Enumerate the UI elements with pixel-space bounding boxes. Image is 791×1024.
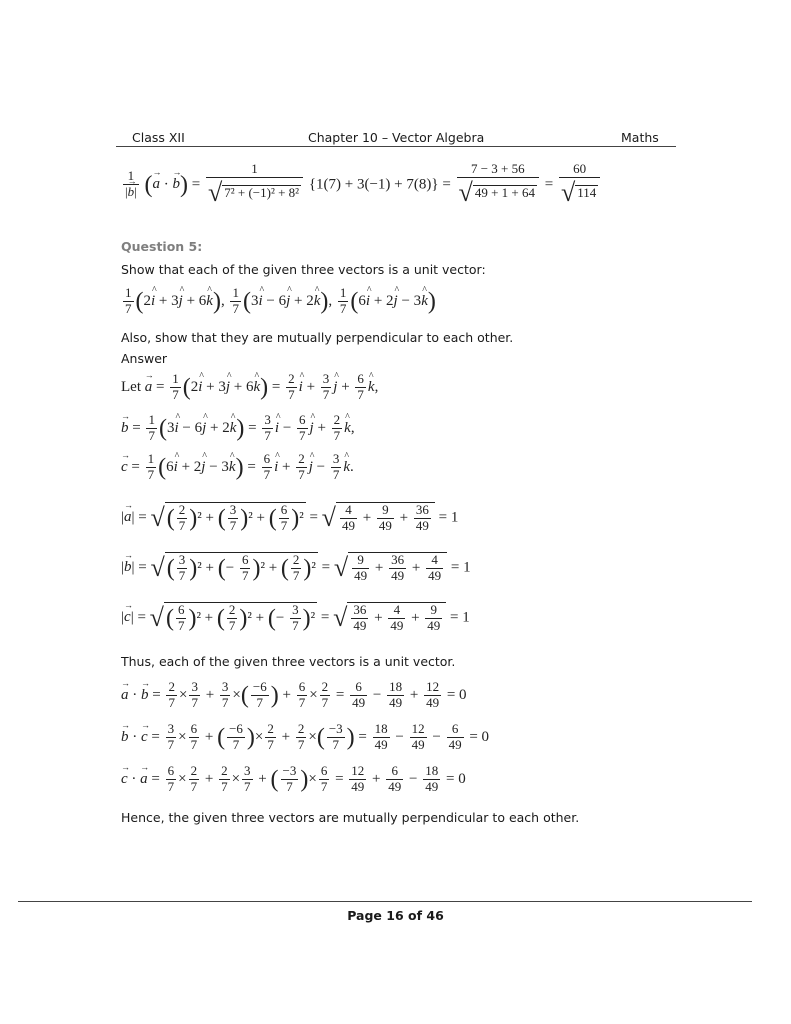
footer-rule xyxy=(18,901,752,902)
magnitude-a: |→ a| = √( $\frac{2}{7}$ )² + ( $\frac{3}{7}$ )² + ( $\frac{6}{7}$ )² = √ $\frac{4}{49}$ + $\frac{9}{49}$ + $\frac{36}{49}$ = 1 xyxy=(121,502,458,534)
given-vectors: $\frac{1}{7}$ (2^ i + 3^ j + 6^ k), $\frac{1}{7}$ (3^ i − 6^ j + 2^ k), $\frac{1}{7}$ (6^ i + 2^ j − 3^ k) xyxy=(121,286,436,317)
header-rule xyxy=(116,146,676,147)
dot-product-ca: → c · → a = $\frac{6}{7}$ × $\frac{2}{7}$ + $\frac{2}{7}$ × $\frac{3}{7}$ + ( $\frac{-3}{7}$ )× $\frac{6}{7}$ = $\frac{12}{49}$ + $\frac{6}{49}$ − $\frac{18}{49}$ = 0 xyxy=(121,764,466,795)
header-class: Class XII xyxy=(132,130,185,145)
proj-num3: 60 xyxy=(559,162,600,178)
header-chapter: Chapter 10 – Vector Algebra xyxy=(308,130,485,145)
dot-product-ab: → a · → b = $\frac{2}{7}$ × $\frac{3}{7}$ + $\frac{3}{7}$ ×( $\frac{-6}{7}$ ) + $\frac{6}{7}$ × $\frac{2}{7}$ = $\frac{6}{49}$ − $\frac{18}{49}$ + $\frac{12}{49}$ = 0 xyxy=(121,680,467,711)
question-heading: Question 5: xyxy=(121,239,203,254)
question-text-2: Also, show that they are mutually perpendicular to each other. xyxy=(121,330,514,345)
magnitude-b: |→ b| = √( $\frac{3}{7}$ )² + (− $\frac{6}{7}$ )² + ( $\frac{2}{7}$ )² = √ $\frac{9}{49}$ + $\frac{36}{49}$ + $\frac{4}{49}$ = 1 xyxy=(121,552,471,584)
proj-sqrt-body: 7² + (−1)² + 8² xyxy=(224,184,300,200)
proj-den3: 114 xyxy=(577,184,597,200)
vector-c-definition: → c = $\frac{1}{7}$ (6^ i + 2^ j − 3^ k) = $\frac{6}{7}$ ^ i + $\frac{2}{7}$ ^ j − $\frac{3}{7}$ ^ k. xyxy=(121,452,354,483)
answer-label: Answer xyxy=(121,351,168,366)
proj-one: 1 xyxy=(206,162,303,178)
proj-num2: 7 − 3 + 56 xyxy=(457,162,539,178)
page-number: Page 16 of 46 xyxy=(347,908,444,923)
vector-a-definition: Let → a = $\frac{1}{7}$ (2^ i + 3^ j + 6^ k) = $\frac{2}{7}$ ^ i + $\frac{3}{7}$ ^ j + $\frac{6}{7}$ ^ k, xyxy=(121,372,378,403)
dot-product-bc: → b · → c = $\frac{3}{7}$ × $\frac{6}{7}$ + ( $\frac{-6}{7}$ )× $\frac{2}{7}$ + $\frac{2}{7}$ ×( $\frac{-3}{7}$ ) = $\frac{18}{49}$ − $\frac{12}{49}$ − $\frac{6}{49}$ = 0 xyxy=(121,722,489,753)
projection-equation: $\frac{1}{|\to b|}$ (→ a · → b) = $\frac{1}{\text{√ 7² + (−1)² + 8²}}$ {1(7) + 3(−1) + 7(8)} = $\frac{7 - 3 + 56}{√ 49 + 1 + 64}$ = $\frac{60}{√ 114}$ xyxy=(121,162,602,208)
conclusion-unit-vectors: Thus, each of the given three vectors is a unit vector. xyxy=(121,654,456,669)
header-subject: Maths xyxy=(621,130,659,145)
magnitude-c: |→ c| = √( $\frac{6}{7}$ )² + ( $\frac{2}{7}$ )² + (− $\frac{3}{7}$ )² = √ $\frac{36}{49}$ + $\frac{4}{49}$ + $\frac{9}{49}$ = 1 xyxy=(121,602,470,634)
question-text: Show that each of the given three vectors is a unit vector: xyxy=(121,262,486,277)
vector-b-definition: → b = $\frac{1}{7}$ (3^ i − 6^ j + 2^ k) = $\frac{3}{7}$ ^ i − $\frac{6}{7}$ ^ j + $\frac{2}{7}$ ^ k, xyxy=(121,413,355,444)
let-word: Let xyxy=(121,378,141,395)
conclusion-perpendicular: Hence, the given three vectors are mutually perpendicular to each other. xyxy=(121,810,580,825)
proj-den2: 49 + 1 + 64 xyxy=(474,184,535,200)
proj-braces: {1(7) + 3(−1) + 7(8)} xyxy=(308,176,439,193)
